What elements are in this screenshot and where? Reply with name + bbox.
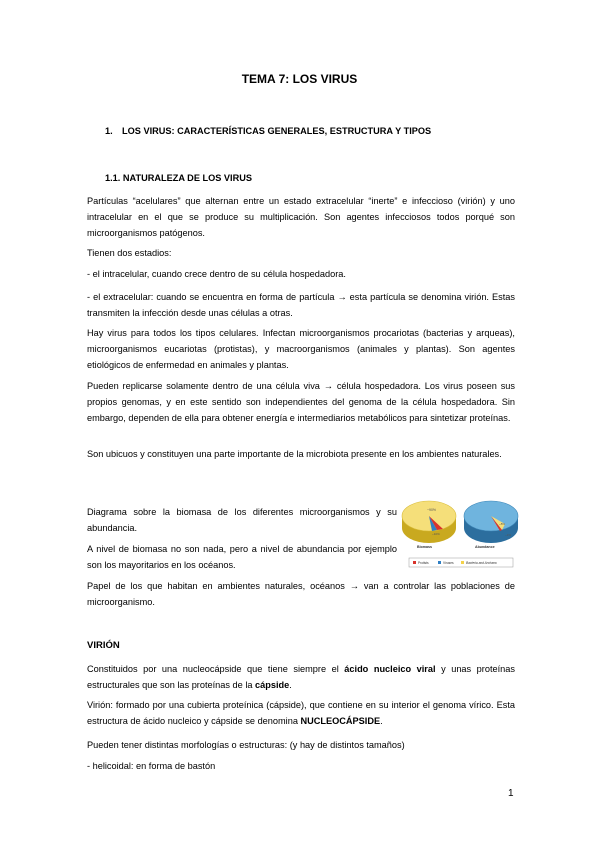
paragraph: Son ubicuos y constituyen una parte importante de la microbiota presente en los ambientes naturales. (87, 449, 502, 459)
bold-term: cápside (255, 680, 290, 690)
subsection-heading: 1.1. NATURALEZA DE LOS VIRUS (105, 173, 253, 183)
text-run: Constituidos por una nucleocápside que tiene siempre el (87, 664, 345, 674)
section-number: 1. (105, 126, 113, 136)
abundance-small-pct: ~1% (505, 533, 512, 537)
biomass-pie (402, 501, 456, 549)
abundance-other-pct: ~8% (499, 522, 506, 526)
text-run: - helicoidal: en forma de bastón (87, 761, 216, 771)
figure-legend (409, 558, 513, 567)
biomass-main-pct: ~90% (427, 508, 437, 512)
virion-paragraph (87, 697, 515, 729)
paragraph: - el extracelular: cuando se encuentra en forma de partícula → esta partícula se denomina virión. Estas transmiten la infección desde unas células a otras. (87, 292, 515, 318)
section-heading (105, 126, 431, 136)
text-run: y unas proteínas estructurales que son las proteínas de la (87, 664, 515, 690)
virion-paragraph (87, 758, 515, 774)
biomass-abundance-figure (401, 494, 519, 574)
legend-protists: Protists (418, 561, 429, 565)
text-run: Pueden tener distintas morfologías o estructuras: (y hay de distintos tamaños) (87, 740, 405, 750)
paragraph: Papel de los que habitan en ambientes naturales, océanos → van a controlar las poblaciones de microorganismo. (87, 581, 515, 607)
bold-term: NUCLEOCÁPSIDE (300, 716, 381, 726)
paragraph: Pueden replicarse solamente dentro de una célula viva → célula hospedadora. Los virus poseen sus propios genomas, y en este sentido son independientes del genoma de la célula hospedadora. Sin embargo, dependen de ella para obtener energía e intermediarios metabólicos para sintetizar proteínas. (87, 381, 515, 423)
biomass-label: Biomass (417, 545, 432, 549)
pie-charts (401, 494, 519, 574)
abundance-label: Abundance (475, 545, 495, 549)
paragraph: Partículas “acelulares” que alternan entre un estado extracelular “inerte” e infeccioso (virión) y uno intracelular en el que se produce su multiplicación. Son agentes infecciosos todos porqué son microorganismos patógenos. (87, 196, 515, 238)
page-number: 1 (508, 788, 514, 799)
abundance-pie (464, 501, 518, 549)
paragraph: - el intracelular, cuando crece dentro de su célula hospedadora. (87, 269, 346, 279)
figure-caption: A nivel de biomasa no son nada, pero a nivel de abundancia por ejemplo son los mayoritarios en los océanos. (87, 544, 397, 570)
text-run: . (289, 680, 292, 690)
legend-bacteria: Bacteria and Archaea (466, 561, 497, 565)
text-run: . (380, 716, 383, 726)
virion-paragraph (87, 737, 515, 753)
page-title: TEMA 7: LOS VIRUS (241, 72, 358, 86)
section-label: LOS VIRUS: CARACTERÍSTICAS GENERALES, ESTRUCTURA Y TIPOS (122, 126, 432, 136)
biomass-small-pct: ~10% (432, 532, 440, 536)
paragraph: Tienen dos estadios: (87, 248, 172, 258)
paragraph: Hay virus para todos los tipos celulares. Infectan microorganismos procariotas (bacterias y arqueas), microorganismos eucariotas (protistas), y macroorganismos (animales y plantas). Son agentes etiológicos de enfermedad en animales y plantas. (87, 328, 515, 370)
virion-paragraph (87, 661, 515, 693)
bold-term: ácido nucleico viral (344, 664, 436, 674)
figure-caption: Diagrama sobre la biomasa de los diferentes microorganismos y su abundancia. (87, 507, 397, 533)
legend-viruses: Viruses (443, 561, 454, 565)
virion-heading: VIRIÓN (87, 640, 120, 651)
text-run: Virión: formado por una cubierta proteínica (cápside), que contiene en su interior el genoma vírico. Esta estructura de ácido nucleico y cápside se denomina (87, 700, 515, 726)
